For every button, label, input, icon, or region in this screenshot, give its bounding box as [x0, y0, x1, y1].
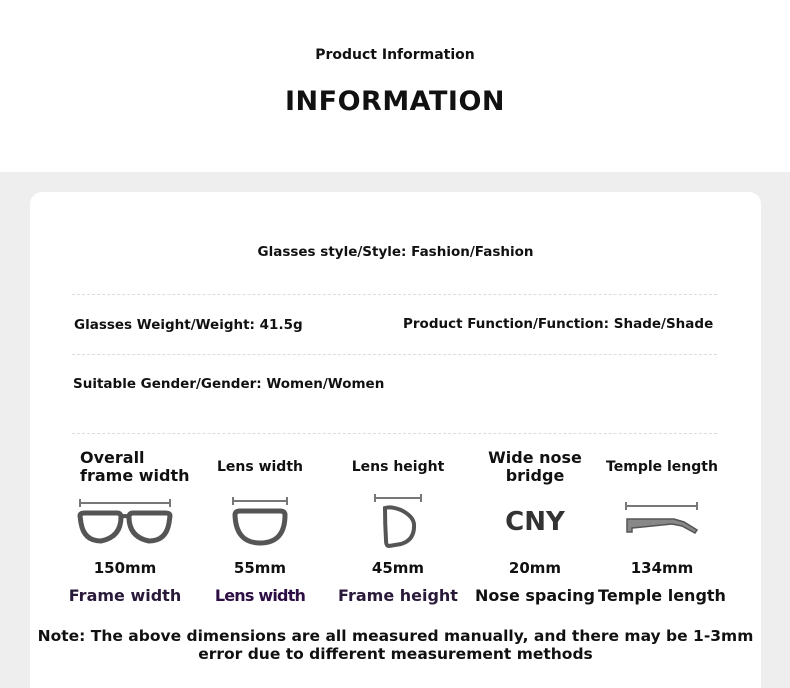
divider	[72, 433, 717, 434]
dimension-nose-bridge	[470, 447, 600, 605]
spec-style: Glasses style/Style: Fashion/Fashion	[257, 244, 534, 260]
cny-text-icon: CNY	[505, 507, 565, 537]
divider	[72, 294, 717, 295]
dimension-temple-length	[597, 447, 727, 605]
dimension-lens-height	[333, 447, 463, 605]
dimension-value: 150mm	[93, 559, 157, 577]
dimension-label: Temple length	[606, 459, 718, 475]
spec-weight: Glasses Weight/Weight: 41.5g	[74, 317, 303, 333]
lens-side-icon	[333, 487, 463, 557]
dimension-name: Temple length	[598, 586, 726, 605]
dimension-name: Frame width	[68, 586, 182, 605]
section-subtitle: Product Information	[315, 47, 475, 63]
divider	[72, 354, 717, 355]
spec-function: Product Function/Function: Shade/Shade	[403, 316, 714, 332]
dimension-value: 45mm	[371, 559, 425, 577]
spec-gender: Suitable Gender/Gender: Women/Women	[73, 376, 385, 392]
header-section	[0, 0, 790, 172]
dimension-name: Lens width	[214, 586, 306, 605]
dimension-value: 20mm	[508, 559, 562, 577]
measurement-note: Note: The above dimensions are all measured manually, and there may be 1-3mm error due to different measurement methods	[37, 627, 754, 663]
info-card	[30, 192, 761, 688]
dimension-label: Wide nose bridge	[488, 448, 582, 485]
section-title: INFORMATION	[284, 86, 505, 117]
dimension-name: Frame height	[338, 586, 458, 605]
dimension-value: 55mm	[233, 559, 287, 577]
dimension-label: Overall frame width	[80, 448, 190, 485]
dimension-name: Nose spacing	[475, 586, 595, 605]
temple-arm-icon	[597, 487, 727, 557]
dimension-label: Lens width	[216, 459, 303, 475]
dimension-frame-width	[60, 447, 190, 605]
dimension-value: 134mm	[630, 559, 694, 577]
lens-front-icon	[195, 487, 325, 557]
dimension-lens-width	[195, 447, 325, 605]
glasses-front-icon	[60, 487, 190, 557]
dimension-label: Lens height	[351, 459, 445, 475]
